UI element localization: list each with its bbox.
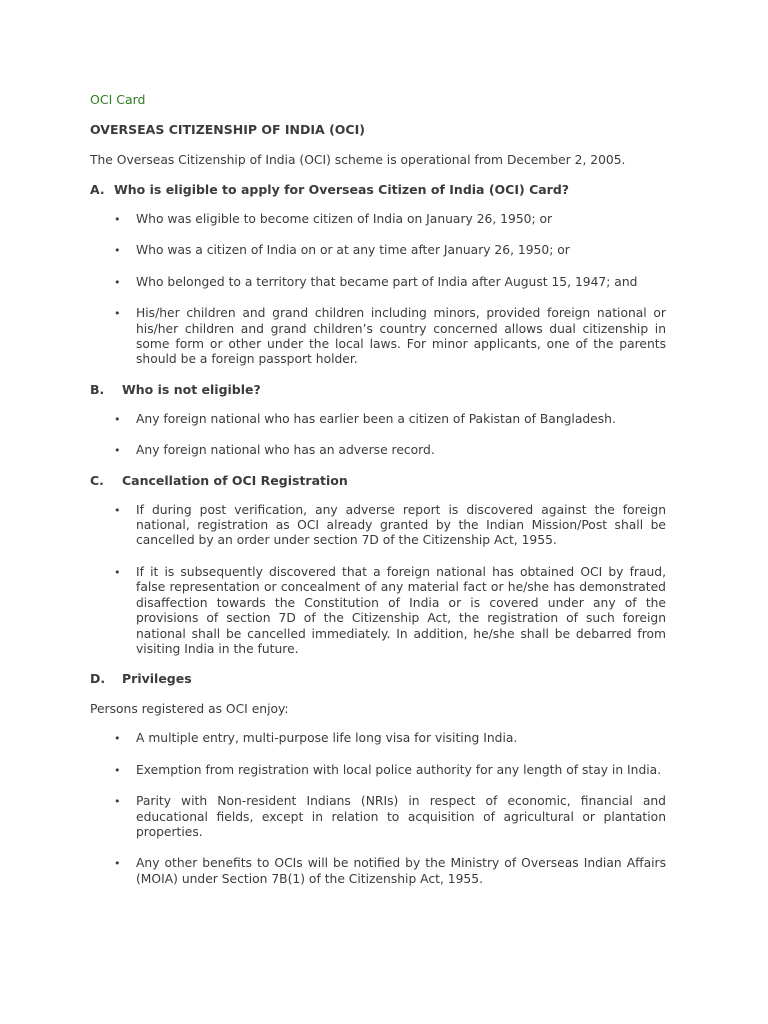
section-c-letter: C. bbox=[90, 472, 104, 488]
list-item-text: Any foreign national who has earlier been a citizen of Pakistan of Bangladesh. bbox=[136, 411, 616, 426]
section-a-list bbox=[90, 212, 666, 368]
list-item bbox=[90, 565, 666, 657]
bullet-icon: • bbox=[114, 444, 121, 458]
section-b-title: Who is not eligible? bbox=[122, 381, 261, 397]
list-item bbox=[90, 794, 666, 840]
list-item bbox=[90, 856, 666, 887]
main-heading: OVERSEAS CITIZENSHIP OF INDIA (OCI) bbox=[90, 122, 365, 137]
section-c-list bbox=[90, 503, 666, 658]
document-title: OCI Card bbox=[90, 92, 146, 107]
section-b-list bbox=[90, 412, 666, 459]
list-item bbox=[90, 443, 666, 458]
bullet-icon: • bbox=[114, 213, 121, 226]
list-item-text: If it is subsequently discovered that a foreign national has obtained OCI by fraud, false representation or concealment of any material fact or he/she has demonstrated disaffection towards the Constitution of India or is covered under any of the provisions of section 7D of the Citizenship Act, the registration of such foreign national shall be cancelled immediately. In addition, he/she shall be debarred from visiting India in the future. bbox=[136, 564, 666, 656]
section-a-title: Who is eligible to apply for Overseas Citizen of India (OCI) Card? bbox=[114, 182, 570, 197]
list-item-text: Who belonged to a territory that became part of India after August 15, 1947; and bbox=[136, 274, 638, 289]
list-item-text: A multiple entry, multi-purpose life long visa for visiting India. bbox=[136, 731, 518, 746]
bullet-icon: • bbox=[114, 503, 121, 517]
bullet-icon: • bbox=[114, 244, 121, 258]
section-c-heading bbox=[90, 473, 666, 489]
section-d-list bbox=[90, 731, 666, 887]
bullet-icon: • bbox=[114, 795, 121, 809]
list-item-text: His/her children and grand children including minors, provided foreign national or his/her children and grand children’s country concerned allows dual citizenship in some form or other under the local laws. For minor applicants, one of the parents should be a foreign passport holder. bbox=[136, 306, 666, 367]
section-c-title: Cancellation of OCI Registration bbox=[122, 472, 348, 488]
bullet-icon: • bbox=[114, 565, 121, 579]
intro-paragraph: The Overseas Citizenship of India (OCI) scheme is operational from December 2, 2005. bbox=[90, 153, 626, 167]
list-item bbox=[90, 412, 666, 427]
bullet-icon: • bbox=[114, 857, 121, 871]
bullet-icon: • bbox=[114, 732, 121, 746]
bullet-icon: • bbox=[114, 275, 121, 289]
section-d-letter: D. bbox=[90, 671, 106, 687]
list-item-text: If during post verification, any adverse report is discovered against the foreign national, registration as OCI already granted by the Indian Mission/Post shall be cancelled by an order under section 7D of the Citizenship Act, 1955. bbox=[136, 502, 666, 548]
list-item bbox=[90, 243, 666, 258]
bullet-icon: • bbox=[114, 763, 121, 777]
section-b-letter: B. bbox=[90, 381, 105, 397]
list-item bbox=[90, 275, 666, 290]
section-b-heading bbox=[90, 382, 666, 398]
list-item bbox=[90, 731, 666, 746]
section-a-heading bbox=[90, 182, 666, 198]
list-item bbox=[90, 763, 666, 778]
section-a-letter: A. bbox=[90, 182, 105, 197]
list-item bbox=[90, 306, 666, 368]
list-item-text: Parity with Non-resident Indians (NRIs) in respect of economic, financial and educational fields, except in relation to acquisition of agricultural or plantation properties. bbox=[136, 794, 666, 839]
document-page bbox=[90, 92, 666, 903]
list-item bbox=[90, 212, 666, 227]
list-item bbox=[90, 503, 666, 549]
list-item-text: Any other benefits to OCIs will be notified by the Ministry of Overseas Indian Affairs (MOIA) under Section 7B(1) of the Citizenship Act, 1955. bbox=[136, 856, 666, 886]
section-d-lead: Persons registered as OCI enjoy: bbox=[90, 702, 289, 717]
bullet-icon: • bbox=[114, 412, 121, 426]
list-item-text: Who was a citizen of India on or at any time after January 26, 1950; or bbox=[136, 243, 570, 258]
list-item-text: Exemption from registration with local police authority for any length of stay in India. bbox=[136, 762, 662, 777]
list-item-text: Who was eligible to become citizen of India on January 26, 1950; or bbox=[136, 212, 553, 226]
section-d-heading bbox=[90, 671, 666, 687]
list-item-text: Any foreign national who has an adverse record. bbox=[136, 443, 435, 458]
section-d-title: Privileges bbox=[122, 671, 192, 687]
bullet-icon: • bbox=[114, 307, 121, 321]
